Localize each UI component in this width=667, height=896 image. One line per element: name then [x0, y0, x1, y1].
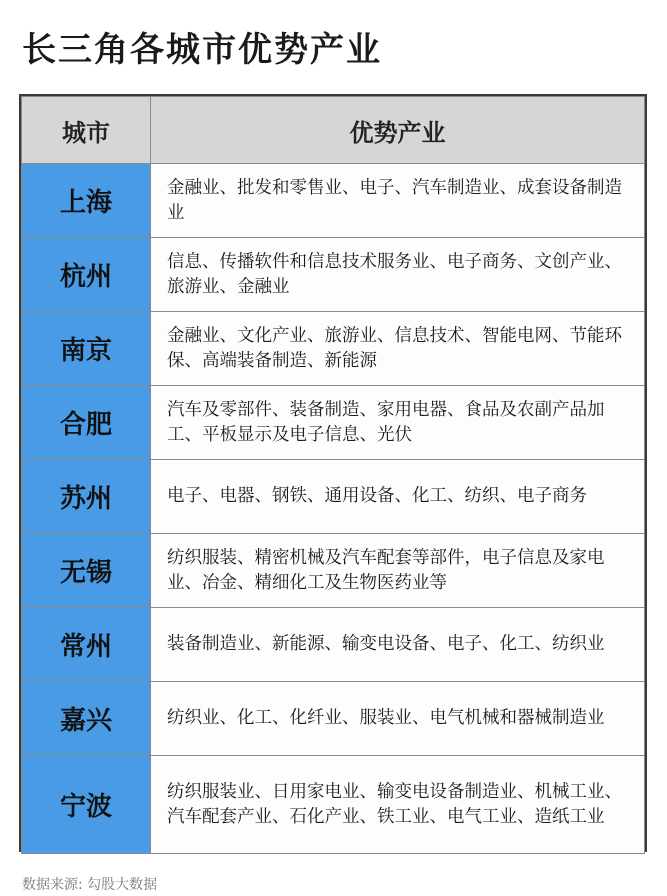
- table-row: [22, 460, 645, 534]
- city-cell: 宁波: [22, 756, 151, 854]
- industries-cell: 金融业、文化产业、旅游业、信息技术、智能电网、节能环保、高端装备制造、新能源: [151, 312, 645, 386]
- data-source-note: 数据来源: 勾股大数据: [22, 877, 158, 893]
- table-row: [22, 534, 645, 608]
- header-industries: 优势产业: [151, 97, 645, 164]
- table-row: [22, 608, 645, 682]
- industries-cell: 装备制造业、新能源、输变电设备、电子、化工、纺织业: [151, 608, 645, 682]
- city-cell: 无锡: [22, 534, 151, 608]
- industries-cell: 汽车及零部件、装备制造、家用电器、食品及农副产品加工、平板显示及电子信息、光伏: [151, 386, 645, 460]
- table-row: [22, 312, 645, 386]
- city-cell: 苏州: [22, 460, 151, 534]
- industry-table: [21, 96, 645, 854]
- header-city: 城市: [22, 97, 151, 164]
- industries-cell: 纺织业、化工、化纤业、服装业、电气机械和器械制造业: [151, 682, 645, 756]
- table-row: [22, 756, 645, 854]
- industries-cell: 纺织服装业、日用家电业、输变电设备制造业、机械工业、汽车配套产业、石化产业、铁工业、电气工业、造纸工业: [151, 756, 645, 854]
- table-header-row: [22, 97, 645, 164]
- city-cell: 嘉兴: [22, 682, 151, 756]
- table-row: [22, 164, 645, 238]
- city-cell: 杭州: [22, 238, 151, 312]
- industry-table-container: [19, 94, 647, 852]
- table-row: [22, 682, 645, 756]
- table-row: [22, 238, 645, 312]
- table-row: [22, 386, 645, 460]
- industries-cell: 信息、传播软件和信息技术服务业、电子商务、文创产业、旅游业、金融业: [151, 238, 645, 312]
- city-cell: 合肥: [22, 386, 151, 460]
- city-cell: 上海: [22, 164, 151, 238]
- industries-cell: 纺织服装、精密机械及汽车配套等部件，电子信息及家电业、冶金、精细化工及生物医药业等: [151, 534, 645, 608]
- city-cell: 常州: [22, 608, 151, 682]
- city-cell: 南京: [22, 312, 151, 386]
- page-title: 长三角各城市优势产业: [22, 30, 382, 70]
- industries-cell: 电子、电器、钢铁、通用设备、化工、纺织、电子商务: [151, 460, 645, 534]
- industries-cell: 金融业、批发和零售业、电子、汽车制造业、成套设备制造业: [151, 164, 645, 238]
